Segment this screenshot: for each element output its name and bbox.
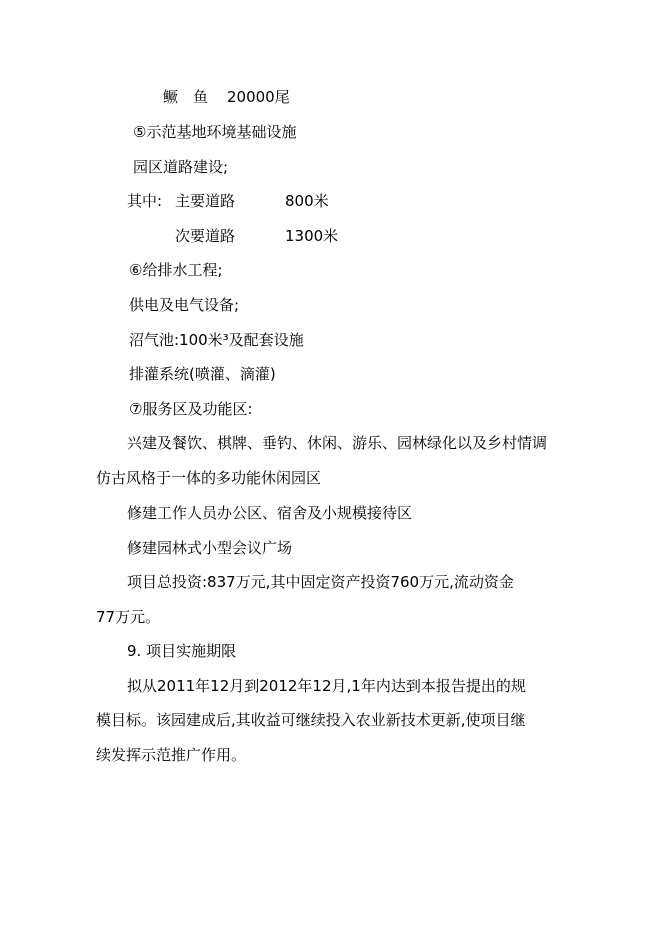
- power-line: 供电及电气设备;: [129, 296, 240, 314]
- biogas-line: 沼气池:100米³及配套设施: [129, 331, 304, 349]
- office-line: 修建工作人员办公区、宿舍及小规模接待区: [127, 504, 413, 522]
- road-construction-line: 园区道路建设;: [133, 158, 229, 176]
- section-6-heading: ⑥给排水工程;: [129, 261, 223, 279]
- period-paragraph-line-3: 续发挥示范推广作用。: [96, 746, 247, 764]
- fish-name: 鳜 鱼: [163, 88, 209, 106]
- investment-paragraph-line-1: 项目总投资:837万元,其中固定资产投资760万元,流动资金: [127, 573, 514, 591]
- irrigation-line: 排灌系统(喷灌、滴灌): [129, 365, 276, 383]
- main-road-prefix: 其中:: [127, 192, 163, 210]
- plaza-line: 修建园林式小型会议广场: [127, 539, 293, 557]
- fish-quantity: 20000尾: [227, 88, 290, 106]
- section-7-heading: ⑦服务区及功能区:: [129, 400, 253, 418]
- period-paragraph-line-2: 模目标。该园建成后,其收益可继续投入农业新技术更新,使项目继: [96, 711, 526, 729]
- section-5-heading: ⑤示范基地环境基础设施: [133, 123, 297, 141]
- service-paragraph-line-2: 仿古风格于一体的多功能休闲园区: [96, 469, 322, 487]
- investment-paragraph-line-2: 77万元。: [96, 608, 161, 626]
- secondary-road-line: [175, 226, 338, 246]
- secondary-road-value: 1300米: [285, 227, 339, 245]
- service-paragraph-line-1: 兴建及餐饮、棋牌、垂钓、休闲、游乐、园林绿化以及乡村情调: [127, 434, 548, 452]
- main-road-value: 800米: [285, 192, 329, 210]
- main-road-label: 主要道路: [175, 192, 236, 210]
- section-9-heading: 9. 项目实施期限: [127, 642, 237, 660]
- secondary-road-label: 次要道路: [175, 227, 236, 245]
- main-road-line: [127, 191, 329, 211]
- fish-line: [163, 87, 290, 107]
- period-paragraph-line-1: 拟从2011年12月到2012年12月,1年内达到本报告提出的规: [127, 677, 526, 695]
